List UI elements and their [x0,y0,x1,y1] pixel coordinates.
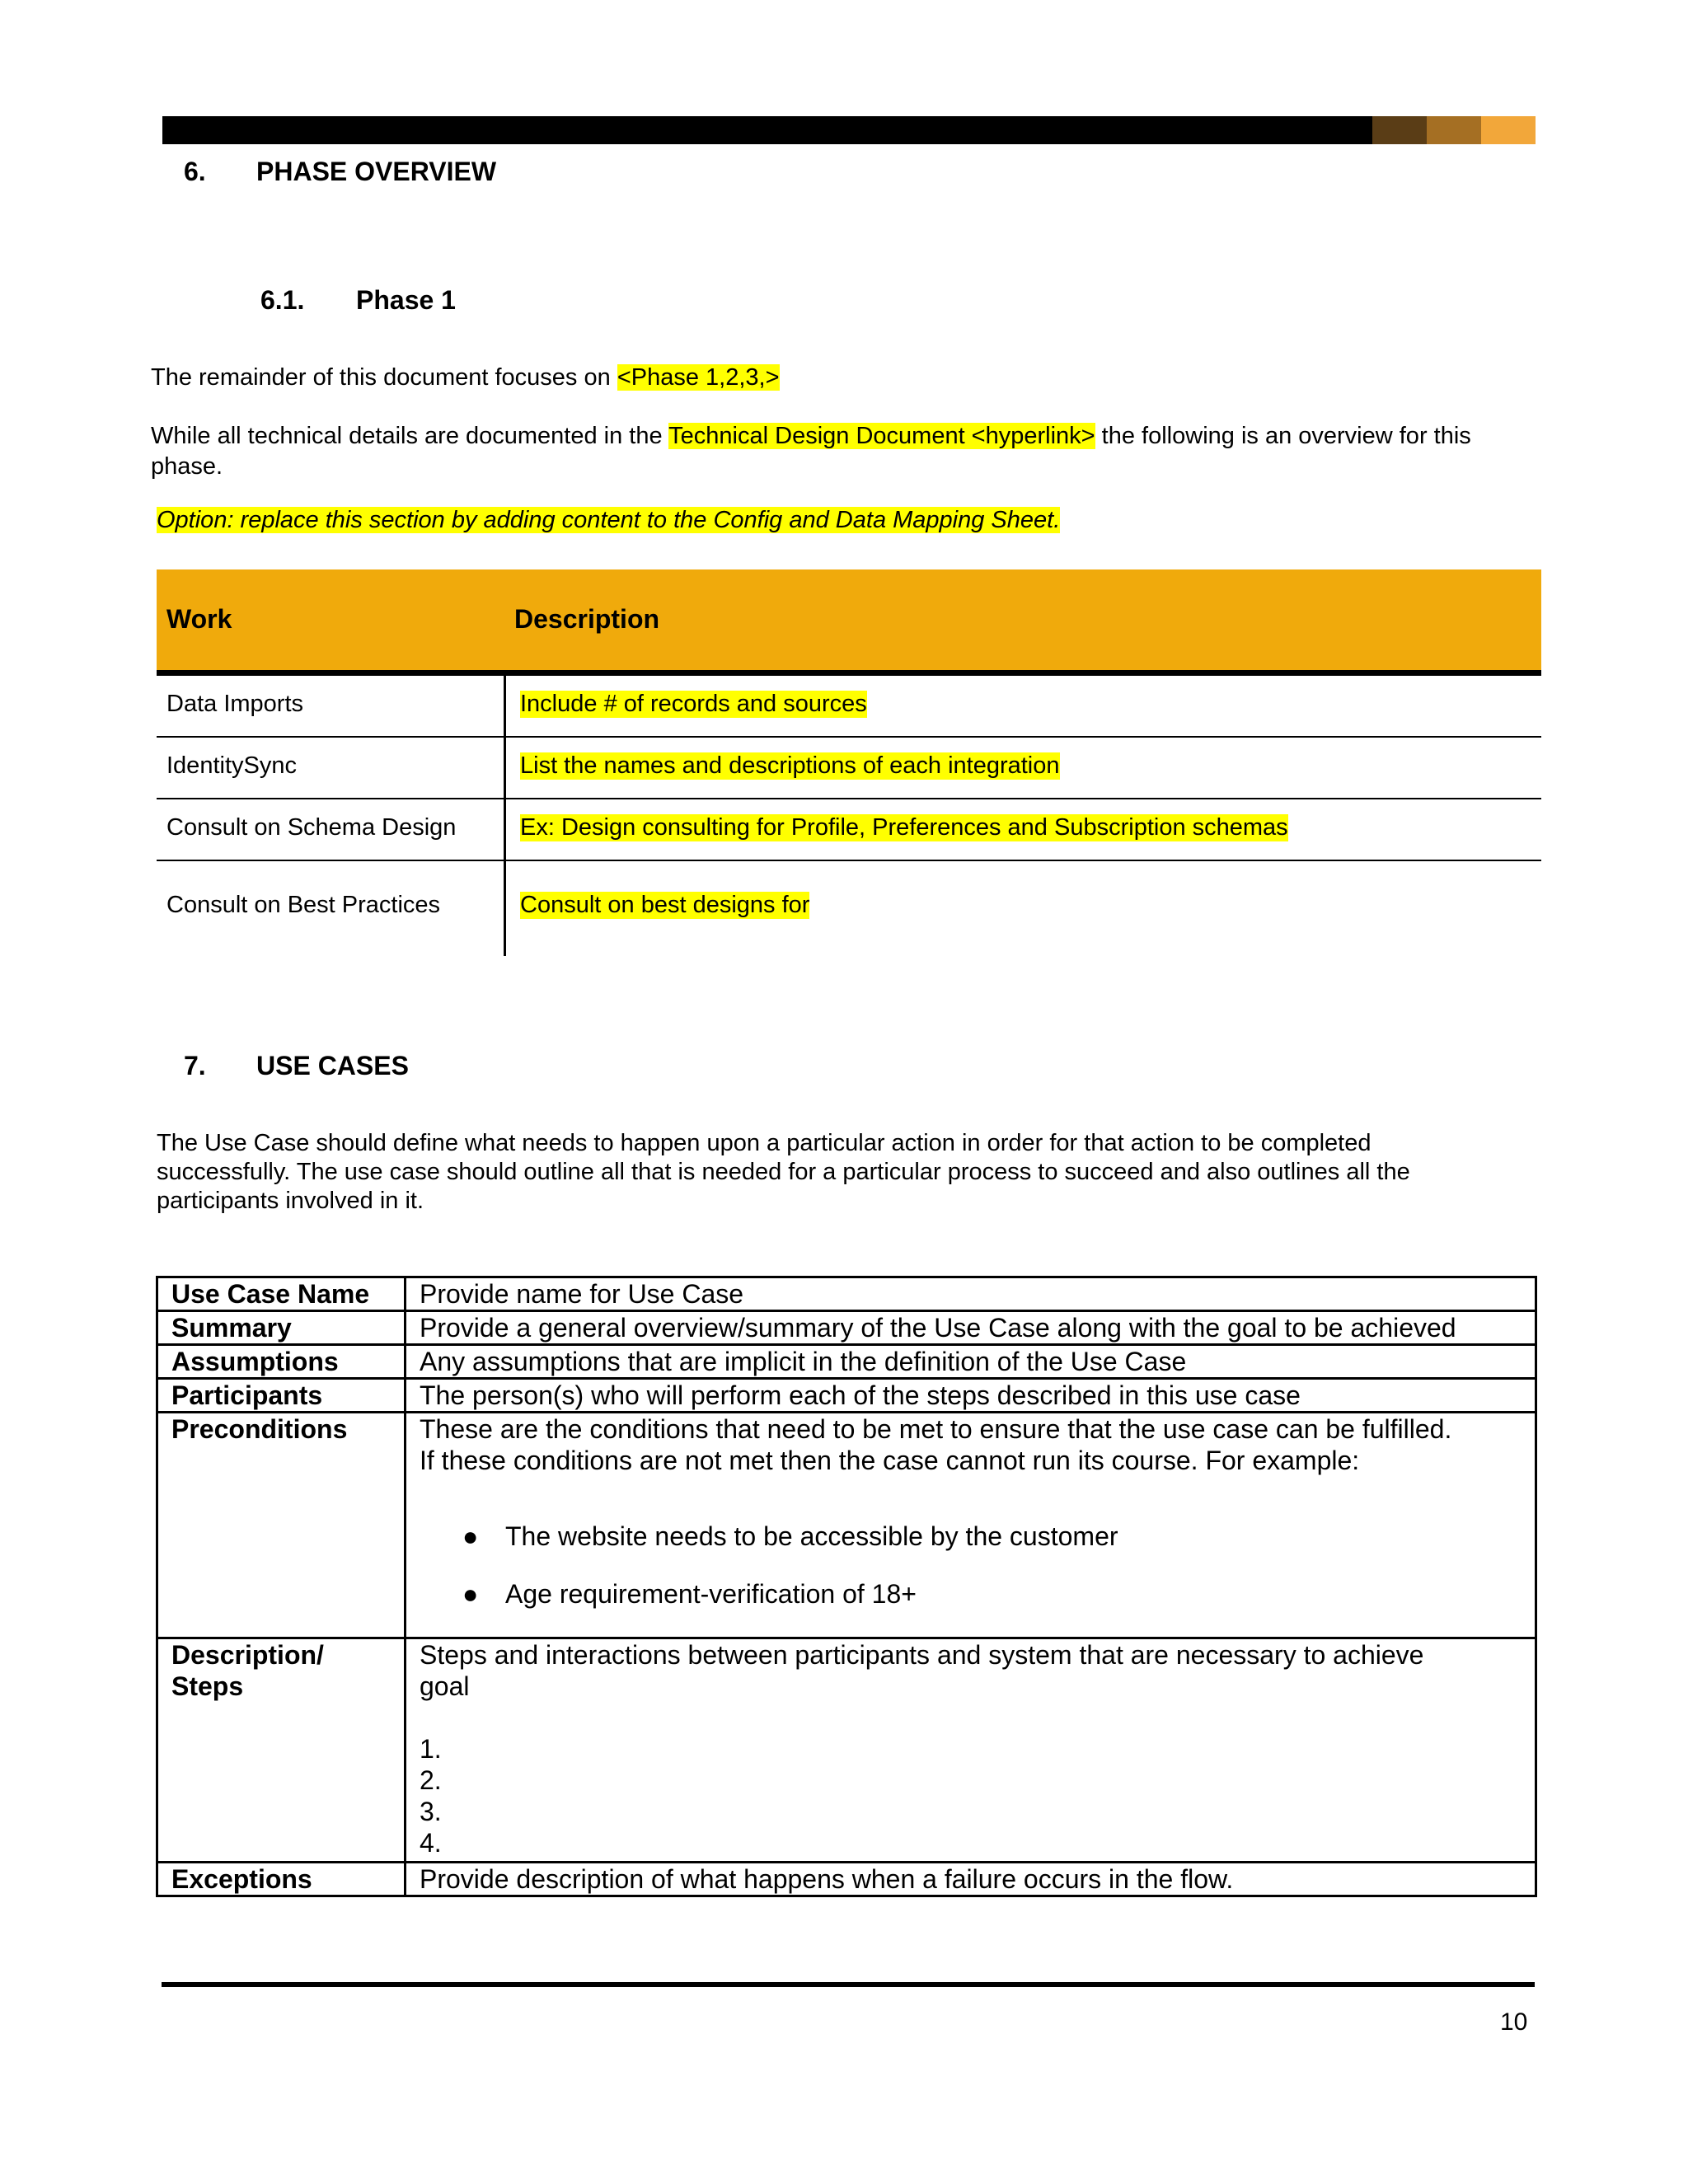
section-number: 7. [184,1051,206,1080]
table-row-preconditions [157,1413,1536,1638]
step-item: 3. [420,1797,442,1826]
row-label [157,1638,406,1863]
preconditions-line: If these conditions are not met then the case cannot run its course. For example: [420,1446,1360,1475]
row-label: Exceptions [157,1863,406,1896]
option-note-highlight: Option: replace this section by adding content to the Config and Data Mapping Sheet. [157,507,1061,533]
row-label: Summary [157,1311,406,1345]
step-item: 4. [420,1828,442,1858]
use-case-intro-paragraph [157,1129,1558,1216]
work-cell: Consult on Best Practices [166,892,441,918]
section-title: USE CASES [256,1051,409,1080]
table-row [157,861,1541,958]
row-value [406,1413,1536,1638]
paragraph-line: The Use Case should define what needs to happen upon a particular action in order for that action to be completed [157,1130,1372,1156]
intro-text: While all technical details are documented in the [151,423,669,449]
intro-paragraph-2 [151,421,1552,482]
option-note [157,505,1060,536]
step-item: 1. [420,1734,442,1764]
section-6-1-heading [260,285,920,318]
preconditions-list [420,1521,1522,1610]
description-cell: Include # of records and sources [520,691,867,717]
row-value: Provide name for Use Case [406,1277,1536,1311]
preconditions-line: These are the conditions that need to be met to ensure that the use case can be fulfilled. [420,1414,1452,1444]
row-value: Provide a general overview/summary of the Use Case along with the goal to be achieved [406,1311,1536,1345]
table-row [157,676,1541,738]
table-row [157,1379,1536,1413]
step-item: 2. [420,1765,442,1795]
row-label: Participants [157,1379,406,1413]
table-header-row [157,569,1541,676]
intro-text: phase. [151,453,223,480]
intro-paragraph-1 [151,363,780,393]
section-7-heading [184,1051,843,1084]
header-work: Work [166,604,232,634]
list-item [462,1521,1522,1552]
row-label: Assumptions [157,1345,406,1379]
footer-rule [162,1982,1535,1987]
steps-list [420,1733,1522,1858]
subsection-number: 6.1. [260,285,305,315]
header-bar-black [162,116,1372,144]
work-cell: IdentitySync [166,752,297,779]
header-color-bar [162,116,1536,144]
bullet-text: Age requirement-verification of 18+ [505,1579,917,1609]
row-label: Use Case Name [157,1277,406,1311]
work-cell: Data Imports [166,691,303,717]
header-bar-swatch-dark [1372,116,1427,144]
phase-work-table [157,569,1541,958]
header-description: Description [514,604,660,634]
list-item [462,1578,1522,1610]
section-6-heading [184,157,843,190]
subsection-title: Phase 1 [356,285,456,315]
row-label: Preconditions [157,1413,406,1638]
row-value [406,1638,1536,1863]
section-title: PHASE OVERVIEW [256,157,497,186]
table-row-steps [157,1638,1536,1863]
description-cell: Consult on best designs for [520,892,810,918]
label-line: Steps [171,1671,244,1701]
paragraph-line: successfully. The use case should outline all that is needed for a particular process to succeed and also outlines all the [157,1159,1410,1185]
table-row [157,799,1541,861]
header-bar-swatch-light [1481,116,1536,144]
table-row [157,1863,1536,1896]
description-cell: List the names and descriptions of each integration [520,752,1060,779]
label-line: Description/ [171,1640,324,1670]
section-number: 6. [184,157,206,186]
phase-placeholder-highlight: <Phase 1,2,3,> [617,364,780,391]
work-cell: Consult on Schema Design [166,814,457,841]
table-row [157,738,1541,799]
use-case-table [156,1276,1537,1897]
row-value: Provide description of what happens when a failure occurs in the flow. [406,1863,1536,1896]
row-value: The person(s) who will perform each of the steps described in this use case [406,1379,1536,1413]
bullet-icon: ● [462,1579,479,1609]
bullet-text: The website needs to be accessible by the customer [505,1521,1118,1551]
description-cell: Ex: Design consulting for Profile, Preferences and Subscription schemas [520,814,1288,841]
table-row [157,1311,1536,1345]
bullet-icon: ● [462,1521,479,1551]
intro-text: the following is an overview for this [1095,423,1471,449]
page-number: 10 [1500,2008,1528,2036]
paragraph-line: participants involved in it. [157,1188,424,1214]
steps-line: goal [420,1671,470,1701]
intro-text: The remainder of this document focuses on [151,364,617,391]
steps-line: Steps and interactions between participants and system that are necessary to achieve [420,1640,1424,1670]
header-bar-swatch-mid [1427,116,1481,144]
row-value: Any assumptions that are implicit in the definition of the Use Case [406,1345,1536,1379]
technical-design-doc-link[interactable]: Technical Design Document <hyperlink> [668,423,1095,449]
table-row [157,1345,1536,1379]
table-row [157,1277,1536,1311]
